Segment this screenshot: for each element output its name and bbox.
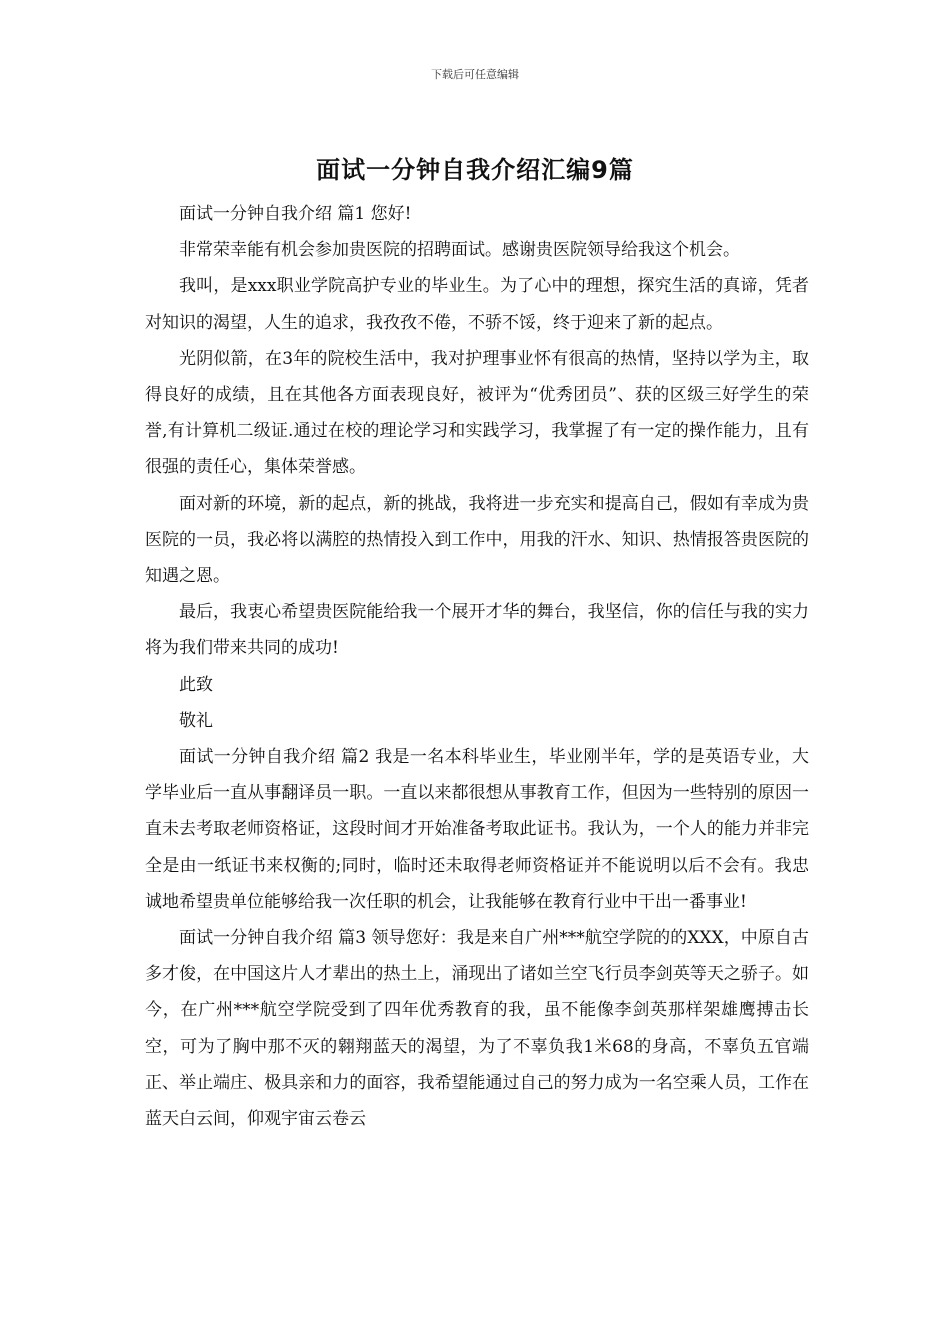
document-body [145, 196, 809, 1137]
paragraph: 最后，我衷心希望贵医院能给我一个展开才华的舞台，我坚信，你的信任与我的实力将为我们带来共同的成功! [145, 602, 809, 659]
closing-regards: 敬礼 [179, 710, 213, 731]
paragraph: 光阴似箭，在3年的院校生活中，我对护理事业怀有很高的热情，坚持以学为主，取得良好的成绩，且在其他各方面表现良好，被评为“优秀团员”、获的区级三好学生的荣誉,有计算机二级证.通过在校的理论学习和实践学习，我掌握了有一定的操作能力，且有很强的责任心，集体荣誉感。 [145, 348, 809, 478]
paragraph: 我叫，是xxx职业学院高护专业的毕业生。为了心中的理想，探究生活的真谛，凭者对知识的渴望，人生的追求，我孜孜不倦，不骄不馁，终于迎来了新的起点。 [145, 276, 809, 333]
document-title: 面试一分钟自我介绍汇编9篇 [316, 156, 634, 184]
paragraph: 面试一分钟自我介绍 篇1 您好! [179, 204, 412, 224]
header-note: 下载后可任意编辑 [431, 68, 519, 81]
paragraph: 面试一分钟自我介绍 篇3 领导您好：我是来自广州***航空学院的的XXX，中原自古多才俊，在中国这片人才辈出的热土上，涌现出了诸如兰空飞行员李剑英等天之骄子。如今，在广州***航空学院受到了四年优秀教育的我，虽不能像李剑英那样架雄鹰搏击长空，可为了胸中那不灭的翱翔蓝天的渴望，为了不辜负我1米68的身高，不辜负五官端正、举止端庄、极具亲和力的面容，我希望能通过自己的努力成为一名空乘人员，工作在蓝天白云间，仰观宇宙云卷云 [145, 928, 809, 1130]
paragraph: 非常荣幸能有机会参加贵医院的招聘面试。感谢贵医院领导给我这个机会。 [179, 240, 740, 261]
closing-salutation: 此致 [179, 674, 213, 695]
paragraph: 面对新的环境，新的起点，新的挑战，我将进一步充实和提高自己，假如有幸成为贵医院的一员，我必将以满腔的热情投入到工作中，用我的汗水、知识、热情报答贵医院的知遇之恩。 [145, 493, 809, 587]
paragraph: 面试一分钟自我介绍 篇2 我是一名本科毕业生，毕业刚半年，学的是英语专业，大学毕业后一直从事翻译员一职。一直以来都很想从事教育工作，但因为一些特别的原因一直未去考取老师资格证，这段时间才开始准备考取此证书。我认为，一个人的能力并非完全是由一纸证书来权衡的;同时，临时还未取得老师资格证并不能说明以后不会有。我忠诚地希望贵单位能够给我一次任职的机会，让我能够在教育行业中干出一番事业! [145, 747, 809, 912]
